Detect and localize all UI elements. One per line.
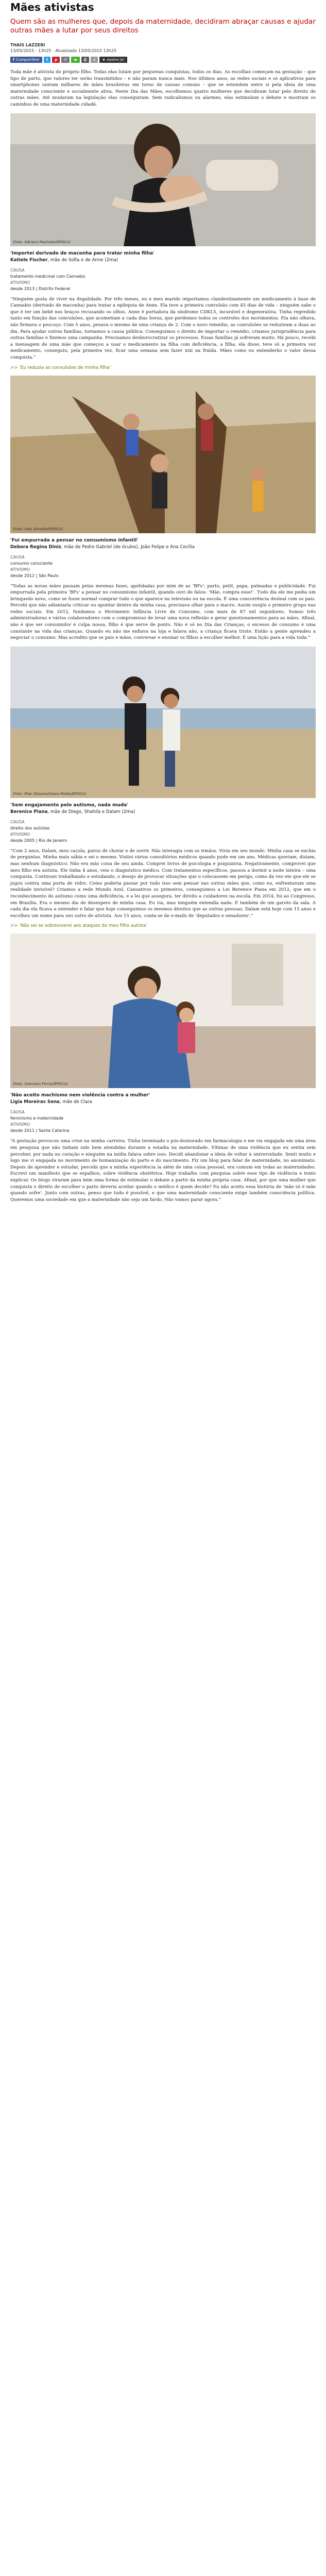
- photo-ligia: [10, 934, 316, 1088]
- activist-value: desde 2013 | Distrito Federal: [10, 286, 71, 291]
- share-button-star[interactable]: [99, 57, 127, 63]
- photo-caption: (Foto: Pilar Olivares/Hisea Media/ÉPOCA): [13, 791, 87, 796]
- section-text: “A gestação provocou uma crise na minha carreira. Tinha terminado o pós-doutorado em farmacologia e me via engajada em uma área em pesquisa que não tinham sido bem atendidas durante a estadia na maternidade. Vítimas de uma violência que eu sentia sem perceber, por nada no coração e ninguém na mídia falava sobre isso. Decidi abandonar a ideia de voltar à universidade. Senti muito e logo me vi engajada no movimento de humanização do parto e do nascimento. Fiz um blog para falar de maternidade, no anonimato. Depois de aprender e estudar, percebi que a minha experiência ia além de uma coisa pessoal, era comum em todas as maternidades. Escrevi um manifesto que se espalhou, sobre violência obstétrica. Hoje trabalho com pesquisa sobre esse tipo de violência e tento explicar. Os blogs viraram para mim uma forma de estimular o debate a partir da minha própria casa. Afinal, por que uma mulher que conquista o direito de escolher o parto deveria aceitar quando o médico é quem decide? Eu não aceito essa história de ‘mãe só é mãe quando sofre’. Junto com outras, penso que tudo é possível, e que uma maternidade consciente exige também consciência política. Queremos uma sociedade em que a maternidade não seja um fardo. Não vamos parar agora.”: [10, 1139, 316, 1202]
- pinterest-icon: p: [55, 58, 58, 62]
- share-bar: [10, 57, 316, 63]
- photo-katiele: [10, 113, 316, 246]
- cause-value: feminismo e maternidade: [10, 1116, 64, 1121]
- intro-paragraph: Toda mãe é ativista do próprio filho. Todas elas lutam por pequenas conquistas, todos os dias. As escolhas começam na gestação – que tipo de parto, que valores ter serão transmitidos – e não param nunca mais. Nos últimos anos, as redes sociais e os aplicativos para smartphones uniram milhares de mães brasileiras em torno de causas comuns – que se estendem entre si pela ideia de uma maternidade consciente e socialmente ativa. Neste Dia das Mães, escolhemos quatro mulheres que decidiram lutar pelo direito de outras mães. Até mudaram na legislação elas conseguiram. Sem radicalismos ou alarmes, elas estimulam o debate e mostram os caminhos de uma maternidade cidadã.: [10, 70, 316, 107]
- photo-ligia-image: [10, 934, 316, 1088]
- article-dates: 13/05/2015 - 13h25 - Atualizado 13/05/2015 13h25: [10, 48, 117, 53]
- related-link[interactable]: >> ‘Eu reduzia as convulsões de minha filha’: [10, 365, 111, 370]
- activist-value: desde 2005 | Rio de Janeiro: [10, 838, 67, 843]
- section-text: “Com 2 anos, Dalam, meu caçula, parou de chorar e de sorrir. Não interagia com os irmãos. Vivia em seu mundo. Minha casa se enchia de perguntas. Minha mais sábia e sei o mesmo. Visitei vários consultórios médicos quando pude em um ano. Médicas queriam, diziam, mas nenhum diagnóstico. Não era mãs coisa de seu ainda. Comprei livros de psicologia e psiquiatria. Negativamente, comprovei que meu filho era autista. Ele tinha 4 anos, veio o diagnóstico médico. Com tratamentos específicos, passou a dormir a noite inteira – uma conquista. Continuei trabalhando e estudando, o desejo de provocar situações que o colocassem em perigo, como da vez em que ele se jogou contra uma porta de vidro. Como poderia passar por tudo isso sem pensar nas outras mães que, como eu, enfrentavam uma realidade invisível? Criamos a rede Mundo Azul. Cansativos os primeiros, conseguimos a Lei Berenice Piana em 2012, que em o reconhecimento do autismo como uma deficiência, e a lei que assegura, ter direito a cuidadores na escola. Em 2014, fui ao Congresso, em Brasília. Era o mesmo dia de desespero de minha casa. Eu via, mas ninguém entendia nada. E também de um garoto da sala. A cada dia ela ficava a entender e falar que hoje conseguimos os mesmos direitos que as outras pessoas. Dalam está hoje com 15 anos e escolheu um nome para seu outro de ativista. Aos 15 anos, conta-se de e-mails de ‘deputados e senadores’.”: [10, 848, 316, 919]
- activist-label: ATIVISMO: [10, 832, 30, 837]
- share-button-print[interactable]: [81, 57, 90, 63]
- article-page: [0, 0, 326, 1203]
- photo-katiele-image: [10, 113, 316, 246]
- twitter-icon: t: [46, 58, 48, 62]
- comment-icon: c: [93, 58, 96, 62]
- photo-berenice-image: [10, 647, 316, 798]
- section-quote: 'Importei derivado de maconha para tratar minha filha': [10, 250, 155, 256]
- activist-label: ATIVISMO: [10, 280, 30, 285]
- article-subtitle: Quem são as mulheres que, depois da maternidade, decidiram abraçar causas e ajudar outras mães a lutar por seus direitos: [10, 18, 316, 35]
- cause-label: CAUSA: [10, 267, 25, 273]
- share-button-comment[interactable]: [91, 57, 98, 63]
- person-relation: , mãe de Sofia e de Anne: [47, 257, 104, 263]
- activist-value: desde 2012 | São Paulo: [10, 573, 59, 578]
- article-title: Mães ativistas: [10, 1, 94, 13]
- share-button-twitter[interactable]: [44, 57, 50, 63]
- section-meta: [10, 1109, 316, 1134]
- share-button-whatsapp[interactable]: [71, 57, 79, 63]
- share-button-label: Compartilhar: [16, 58, 40, 62]
- cause-label: CAUSA: [10, 1110, 25, 1115]
- cause-label: CAUSA: [10, 819, 25, 824]
- person-name: Debora Regina Diniz: [10, 544, 61, 550]
- section-person: [10, 809, 316, 815]
- share-button-label: Assine já!: [107, 58, 125, 62]
- email-icon: ✉: [64, 58, 67, 62]
- person-name: Berenice Piana: [10, 809, 48, 815]
- photo-debora-image: [10, 376, 316, 533]
- person-relation-extra: (de óculos), João Felipe e Ana Cecília: [113, 544, 195, 550]
- share-button-pinterest[interactable]: [52, 57, 60, 63]
- facebook-icon: f: [13, 58, 15, 62]
- related-link[interactable]: >> ‘Não sei se sobreviverei aos ataques do meu filho autista’: [10, 923, 148, 929]
- section-quote: 'Sem engajamento pelo autismo, nada muda': [10, 802, 129, 808]
- photo-caption: (Foto: Gaeriano Ferraz/ÉPOCA): [13, 1082, 68, 1087]
- photo-caption: (Foto: Alex Almeida/ÉPOCA): [13, 527, 63, 531]
- section-meta: [10, 267, 316, 292]
- section-meta: [10, 819, 316, 844]
- person-relation-extra: (2ma): [122, 809, 135, 815]
- photo-berenice: [10, 647, 316, 798]
- person-relation: , mãe de Clara: [59, 1099, 92, 1105]
- byline: [10, 42, 316, 54]
- section-quote: 'Fui empurrada a pensar no consumismo infantil': [10, 537, 139, 543]
- section-text: “Todas as novas mães passam pelas mesmas fases, apelidadas por mim de as ‘BFs’: parto, petit, papa, palmadas e publicidade. Fui empurrada pela primeira ‘BFs’ a pensar no consumismo infantil, quando ouvi de falou: ‘Mãe, compra esse!’. Tudo dia ele me pedia um brinquedo novo, como se fosse normal comprar tudo o que aparece na televisão ou na escola. É uma concorrência desleal com os pais. Percebi que não adiantaria criticar ou apontar dentro da minha casa, precisava olhar para o macro. Assim surgiu o primeiro grupo nas redes sociais. Em 2012, fundamos o Movimento Infância Livre de Consumo, com mais de 87 mil seguidores. Somos três administradoras e vários colaboradores com o compromisso de levar uma nova reflexão e gerar questionamentos para as mães. Afinal, não é que ser consumidor é culpa nossa, filho é que serve de ponto. Não é só no Dia das Crianças, o excesso de consumo é uma constante na vida das crianças. Quando eu não me enfiava na loja e falava não, a criança ficava triste. Então a gente aprendeu a negociar o consumo. Mas acredito que se pais e mães, conversar e ensinar os filhos a escolher melhor. É uma lição para a vida toda.”: [10, 583, 316, 641]
- person-relation: , mãe de Pedro Gabriel: [61, 544, 112, 550]
- share-button-email[interactable]: [61, 57, 70, 63]
- activist-label: ATIVISMO: [10, 567, 30, 572]
- whatsapp-icon: w: [74, 58, 77, 62]
- share-button-facebook[interactable]: [10, 57, 42, 63]
- cause-value: consumo consciente: [10, 561, 53, 566]
- section-person: [10, 1099, 316, 1105]
- person-relation: , mãe de Diego, Shahila e Dalam: [47, 809, 121, 815]
- print-icon: ⎙: [83, 57, 87, 62]
- author-name[interactable]: THAIS LAZZERI: [10, 43, 45, 47]
- cause-value: direito dos autistas: [10, 825, 50, 831]
- activist-label: ATIVISMO: [10, 1122, 30, 1127]
- cause-label: CAUSA: [10, 554, 25, 560]
- person-relation-extra: (2ma): [105, 257, 118, 263]
- star-icon: ★: [102, 58, 106, 62]
- section-quote: 'Não aceito machismo nem violência contra a mulher': [10, 1093, 150, 1098]
- activist-value: desde 2011 | Santa Catarina: [10, 1128, 70, 1133]
- section-text: “Ninguém gosta de viver na ilegalidade. Por três meses, eu e meu marido importamos clandestinamente um medicamento à base de Cannabis (derivado de maconha) para tratar a epilepsia de Anne. Ela teve a primeira convulsão com 45 dias de vida – ninguém sabe o que é ter um bebê nos braços recusando os olhos. Anne é portadora da síndrome CDKL5, incurável e degenerativa. Tinha regredido tanto em função das convulsões, que acometiam a cada dias horas, que perdemos todos os controles dos movimentos. Ela não olhava, não firmava o pescoço. Com 5 anos, pesava o mesmo de uma criança de 2. Com o novo remédio, as convulsões se reduziram a duas ao dia. Para ajudar outras famílias, tornamos a causa pública. Conseguimos o direito de importar o remédio, criamos jurisprudência para outras famílias e fizemos uma campanha. Precisamos desburocratizar os processos. Essas famílias já sofreram muito. Há pouco, recebi a mensagem de uma mãe que começou a usar o medicamento na filha com deficiência, a filha, ela disse, teve só a primeira vez medicamento, conseguiu, pela primeira vez, ficar uma semana sem fazer xixi na fralda. Mães como eu entenderão o valor dessa conquista.”: [10, 296, 316, 360]
- person-name: Katiele Fischer: [10, 257, 48, 263]
- photo-caption: (Foto: Adriano Machado/ÉPOCA): [13, 240, 71, 244]
- photo-debora: [10, 376, 316, 533]
- section-person: [10, 544, 316, 550]
- cause-value: tratamento medicinal com Cannabis: [10, 274, 85, 279]
- section-person: [10, 257, 316, 263]
- person-name: Ligia Moreiras Sena: [10, 1099, 60, 1105]
- section-meta: [10, 554, 316, 579]
